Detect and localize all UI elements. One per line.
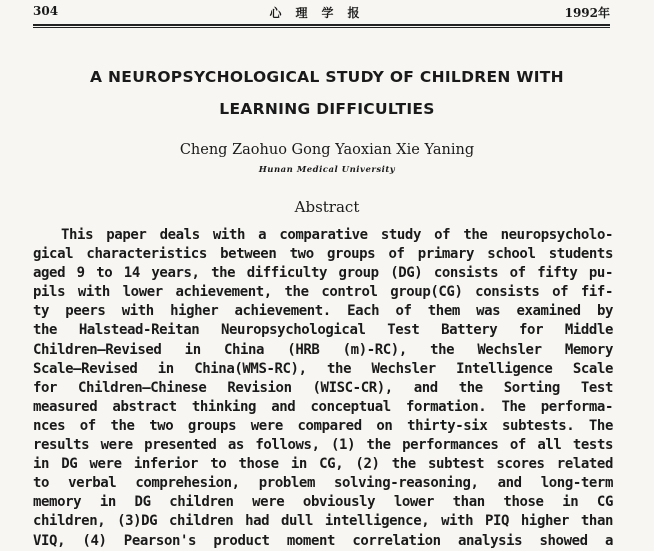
article-title-line-2: LEARNING DIFFICULTIES	[219, 100, 435, 118]
abstract-line: results were presented as follows, (1) the performances of all tests	[33, 437, 613, 454]
article-title-line-1: A NEUROPSYCHOLOGICAL STUDY OF CHILDREN WITH	[90, 68, 564, 86]
abstract-heading: Abstract	[294, 198, 360, 216]
abstract-line: measured abstract thinking and conceptual formation. The performa-	[33, 398, 613, 415]
abstract-line: Children—Revised in China (HRB (m)-RC), the Wechsler Memory	[33, 341, 613, 358]
publication-year: 1992年	[564, 6, 610, 20]
header-rule-thick	[33, 24, 610, 26]
abstract-line: memory in DG children were obviously lower than those in CG	[33, 494, 613, 511]
abstract-line: nces of the two groups were compared on thirty-six subtests. The	[33, 417, 613, 434]
running-head	[33, 4, 610, 22]
author-list: Cheng Zaohuo Gong Yaoxian Xie Yaning	[179, 142, 475, 158]
abstract-line: in DG were inferior to those in CG, (2) the subtest scores related	[33, 456, 613, 473]
abstract-line: to verbal comprehesion, problem solving-reasoning, and long-term	[33, 475, 613, 492]
abstract-line: aged 9 to 14 years, the difficulty group (DG) consists of fifty pu-	[33, 265, 613, 282]
page-number: 304	[33, 4, 59, 18]
abstract-body	[33, 226, 613, 551]
abstract-line: the Halstead-Reitan Neuropsychological Test Battery for Middle	[33, 322, 613, 339]
abstract-line: VIQ, (4) Pearson's product moment correlation analysis showed a	[33, 532, 613, 549]
abstract-line: gical characteristics between two groups of primary school students	[33, 246, 613, 263]
abstract-line: Scale—Revised in China(WMS-RC), the Wechsler Intelligence Scale	[33, 360, 613, 377]
abstract-line: pils with lower achievement, the control group(CG) consists of fif-	[33, 284, 613, 301]
abstract-line: children, (3)DG children had dull intelligence, with PIQ higher than	[33, 513, 613, 530]
affiliation: Hunan Medical University	[258, 165, 396, 175]
abstract-line: for Children—Chinese Revision (WISC-CR), and the Sorting Test	[33, 379, 613, 396]
abstract-line: This paper deals with a comparative study of the neuropsycholo-	[61, 227, 613, 243]
journal-title: 心理学报	[269, 6, 374, 20]
abstract-line: ty peers with higher achievement. Each of them was examined by	[33, 303, 613, 320]
header-rule-thin	[33, 27, 610, 28]
